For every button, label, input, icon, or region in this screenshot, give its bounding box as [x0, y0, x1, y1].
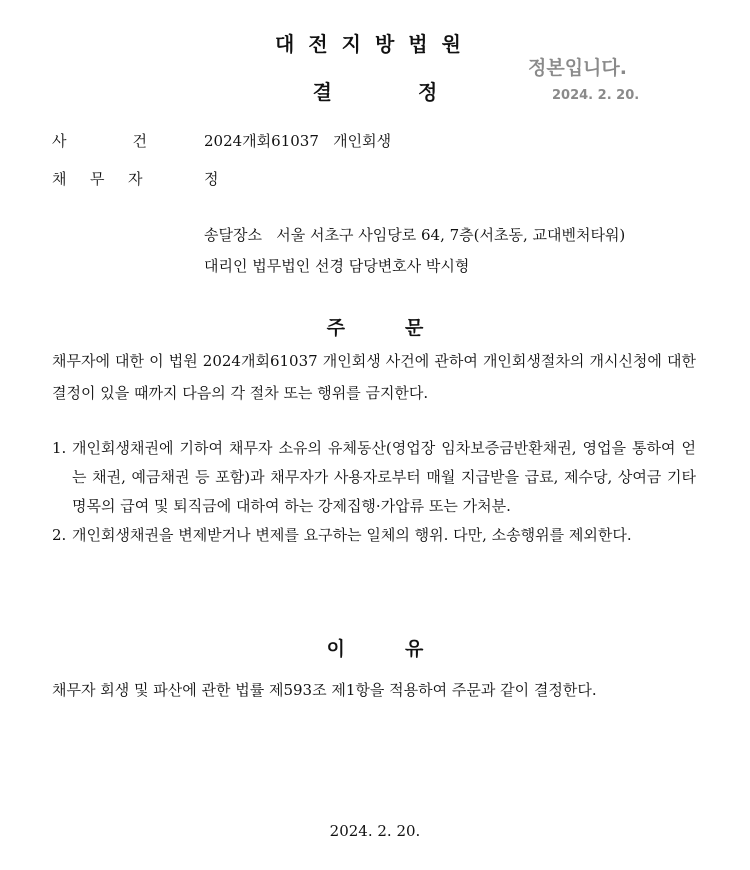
case-label: 사 건 [52, 132, 147, 150]
legal-agent: 대리인 법무법인 선경 담당변호사 박시형 [204, 257, 470, 275]
decision-date: 2024. 2. 20. [329, 822, 421, 840]
service-address: 송달장소 서울 서초구 사임당로 64, 7층(서초동, 교대벤처타워) [204, 226, 626, 244]
reason-section-title: 이 유 [326, 638, 424, 660]
list-item: 1. 개인회생채권에 기하여 채무자 소유의 유체동산(영업장 임차보증금반환채권, 영업을 통하여 얻는 채권, 예금채권 등 포함)과 채무자가 사용자로부터 매월 지급받을 급료, 제수당, 상여금 기타 명목의 급여 및 퇴직금에 대하여 하는 강제집행·가압류 또는 가처분. [52, 439, 696, 515]
list-item: 2. 개인회생채권을 변제받거나 변제를 요구하는 일체의 행위. 다만, 소송행위를 제외한다. [52, 526, 632, 544]
order-section-title: 주 문 [326, 317, 424, 339]
certified-copy-stamp: 정본입니다. [528, 57, 627, 79]
case-number: 2024개회61037 개인회생 [204, 132, 392, 150]
document-type-char-1: 결 [312, 80, 332, 104]
certified-copy-stamp-date: 2024. 2. 20. [552, 88, 640, 103]
debtor-name: 정 [204, 170, 219, 188]
reason-paragraph: 채무자 회생 및 파산에 관한 법률 제593조 제1항을 적용하여 주문과 같이 결정한다. [52, 681, 597, 699]
order-item-list [52, 434, 696, 550]
order-paragraph: 채무자에 대한 이 법원 2024개회61037 개인회생 사건에 관하여 개인회생절차의 개시신청에 대한 결정이 있을 때까지 다음의 각 절차 또는 행위를 금지한다. [52, 352, 696, 402]
court-name: 대전지방법원 [275, 32, 475, 56]
debtor-label: 채 무 자 [52, 170, 143, 188]
document-type-char-2: 정 [418, 80, 438, 104]
